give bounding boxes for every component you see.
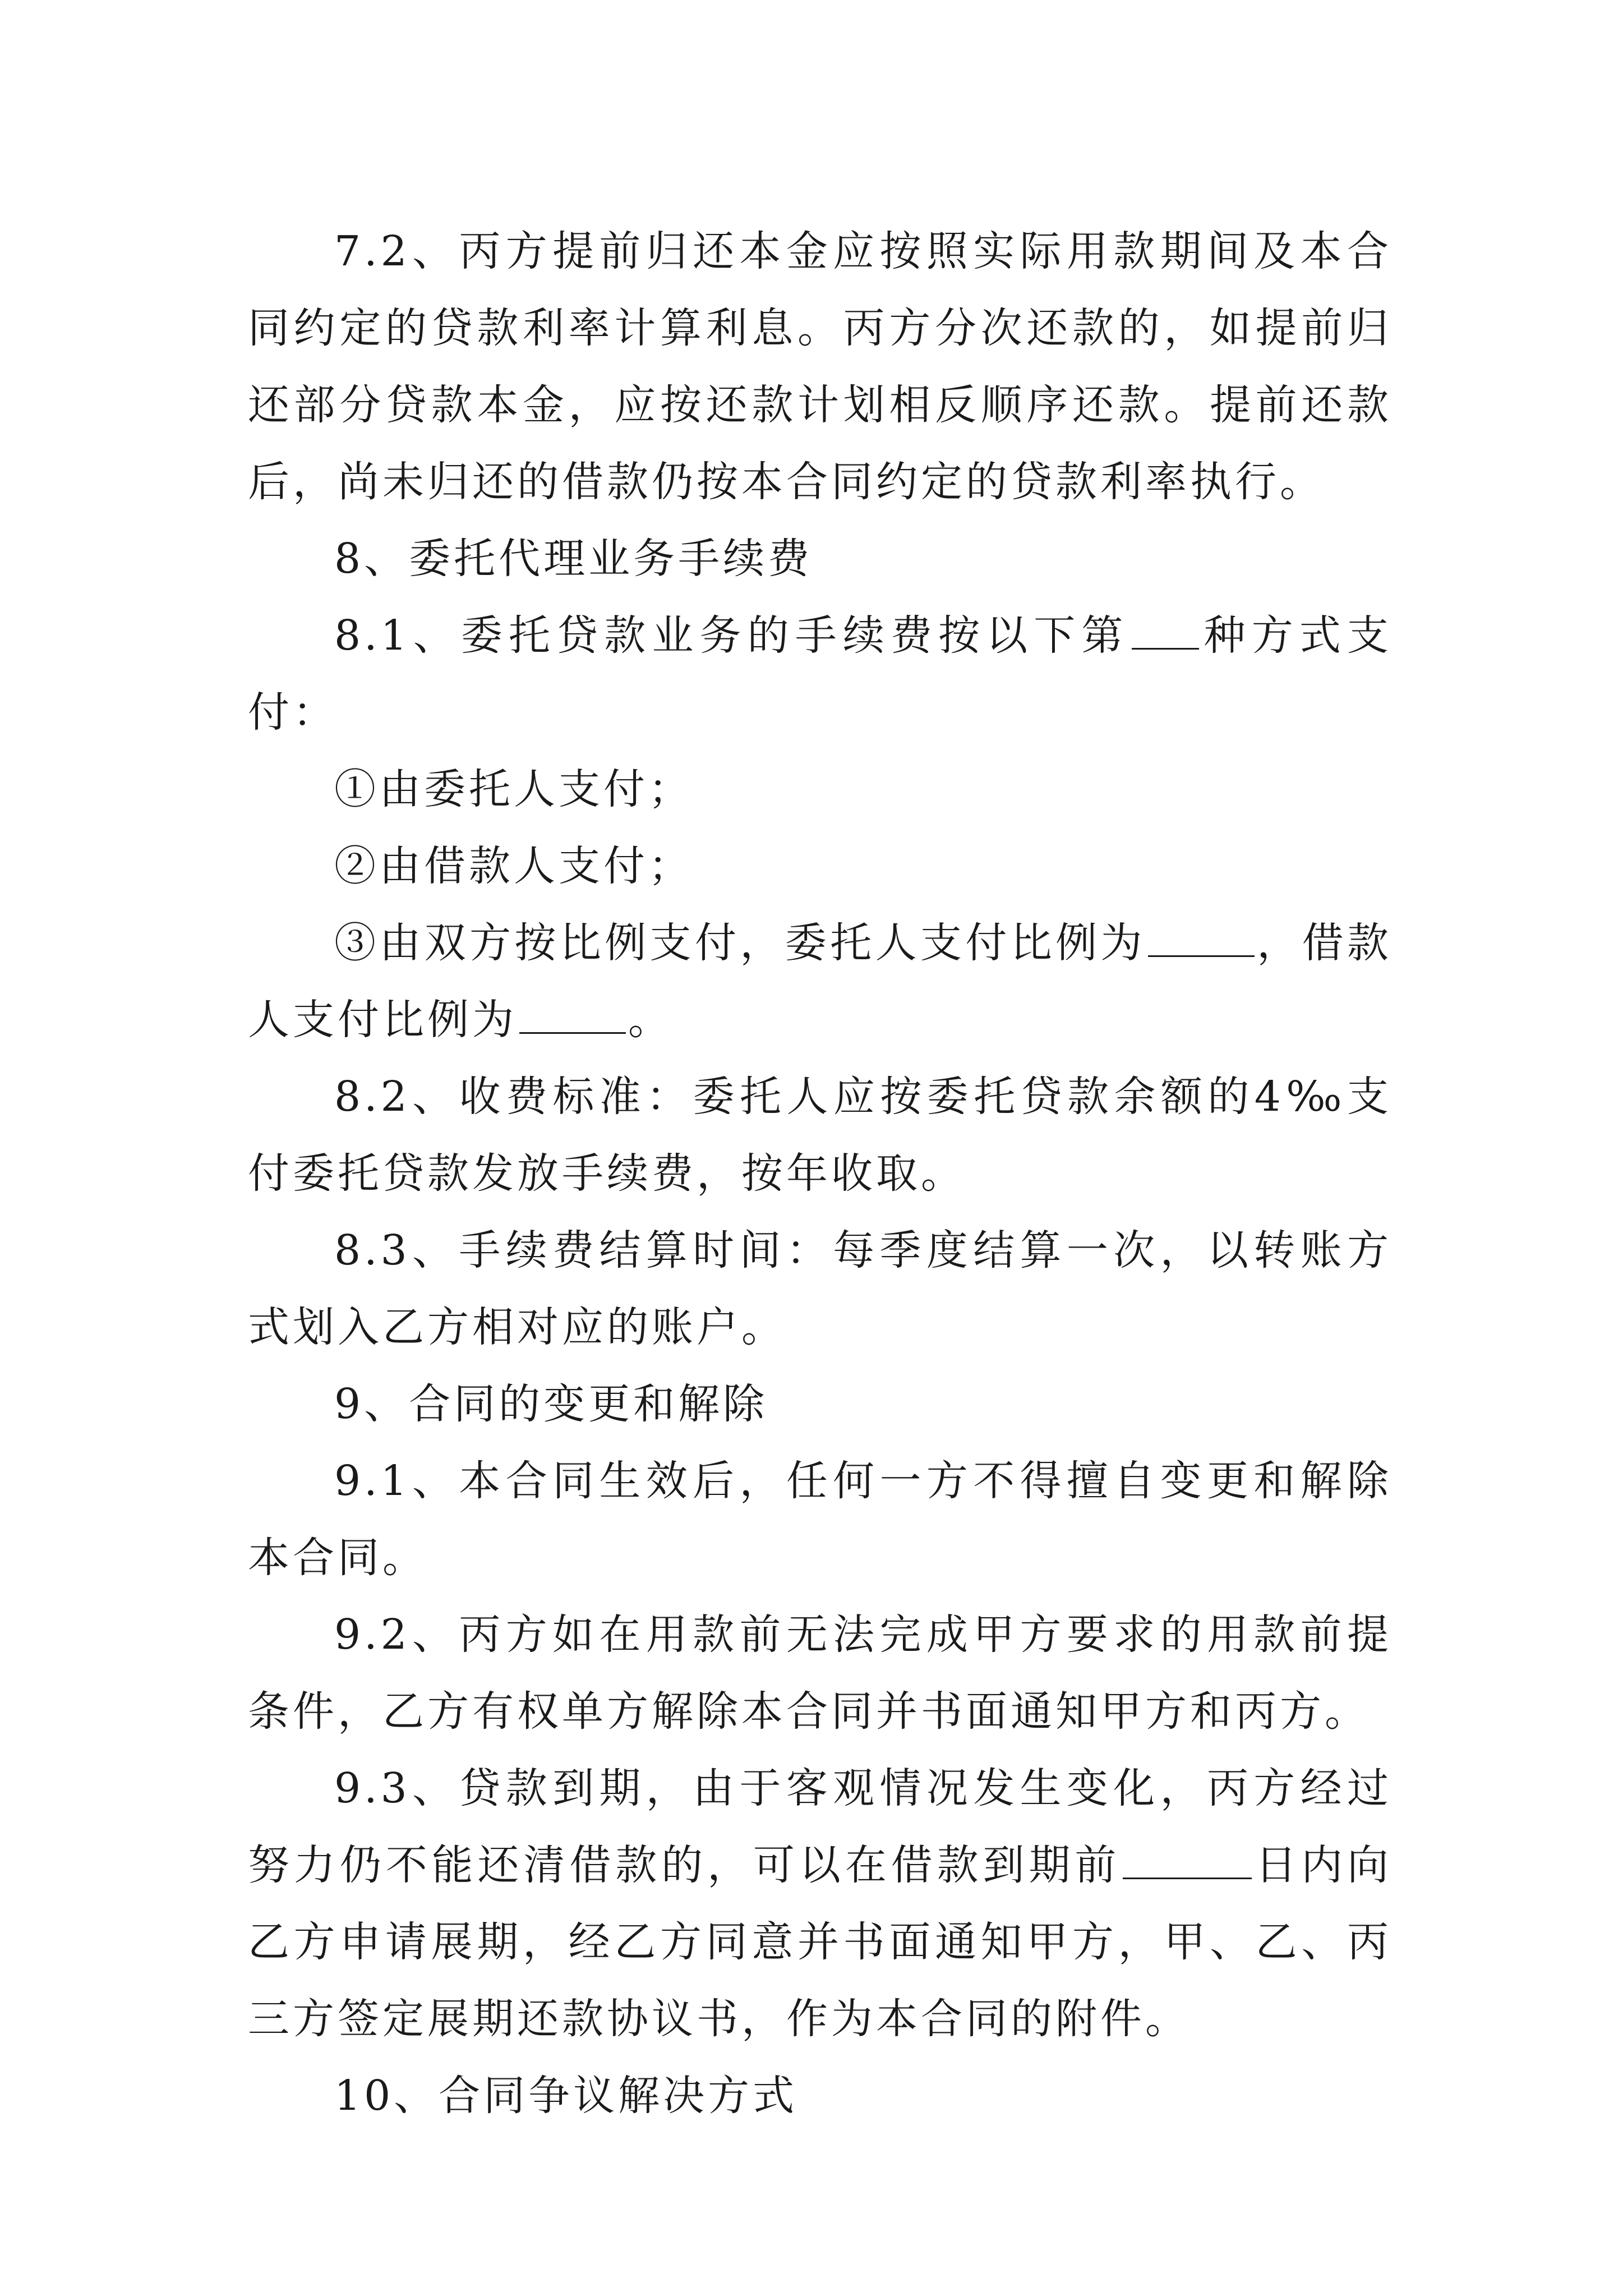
clause-7-2 <box>248 213 1392 521</box>
clause-9-2 <box>248 1596 1392 1750</box>
extension-days-blank[interactable] <box>1123 1841 1252 1879</box>
section-8-heading-text: 8、委托代理业务手续费 <box>334 535 813 583</box>
option-1-text: ①由委托人支付； <box>334 765 693 813</box>
clause-7-2-text: 7.2、丙方提前归还本金应按照实际用款期间及本合同约定的贷款利率计算利息。丙方分次还款的，如提前归还部分贷款本金，应按还款计划相反顺序还款。提前还款后，尚未归还的借款仍按本合同约定的贷款利率执行。 <box>248 227 1392 506</box>
option-3-text-after: 。 <box>628 996 673 1044</box>
clause-9-2-text: 9.2、丙方如在用款前无法完成甲方要求的用款前提条件，乙方有权单方解除本合同并书面通知甲方和丙方。 <box>248 1611 1392 1736</box>
clause-9-3 <box>248 1750 1392 2058</box>
section-10-heading-text: 10、合同争议解决方式 <box>334 2072 798 2120</box>
clause-8-3 <box>248 1212 1392 1366</box>
option-2-text: ②由借款人支付； <box>334 842 693 890</box>
clause-8-2 <box>248 1059 1392 1212</box>
clause-9-1-text: 9.1、本合同生效后，任何一方不得擅自变更和解除本合同。 <box>248 1457 1392 1582</box>
section-9-heading-text: 9、合同的变更和解除 <box>334 1380 768 1428</box>
document-body <box>248 213 1392 2134</box>
section-8-heading <box>248 521 1392 597</box>
borrower-ratio-blank[interactable] <box>519 995 626 1034</box>
option-3-text-middle: ，借款人支付比例为 <box>248 919 1393 1044</box>
clause-8-3-text: 8.3、手续费结算时间：每季度结算一次，以转账方式划入乙方相对应的账户。 <box>248 1226 1392 1351</box>
clause-9-3-text-before: 9.3、贷款到期，由于客观情况发生变化，丙方经过努力仍不能还清借款的，可以在借款到期前 <box>248 1764 1392 1889</box>
clause-8-1-text-before: 8.1、委托贷款业务的手续费按以下第 <box>334 611 1129 660</box>
section-9-heading <box>248 1366 1392 1443</box>
fee-method-blank[interactable] <box>1132 611 1199 650</box>
option-3 <box>248 905 1392 1059</box>
option-3-text-before: ③由双方按比例支付，委托人支付比例为 <box>334 919 1146 967</box>
entrustor-ratio-blank[interactable] <box>1148 918 1255 957</box>
clause-8-2-text: 8.2、收费标准：委托人应按委托贷款余额的4‰支付委托贷款发放手续费，按年收取。 <box>248 1073 1392 1198</box>
clause-9-1 <box>248 1443 1392 1596</box>
clause-8-1 <box>248 597 1392 751</box>
option-1 <box>248 751 1392 828</box>
option-2 <box>248 828 1392 905</box>
clause-9-3-text-after: 日内向乙方申请展期，经乙方同意并书面通知甲方，甲、乙、丙三方签定展期还款协议书，作为本合同的附件。 <box>248 1841 1393 2043</box>
section-10-heading <box>248 2058 1392 2134</box>
clause-8-1-text-after: 种方式支付： <box>248 611 1393 737</box>
